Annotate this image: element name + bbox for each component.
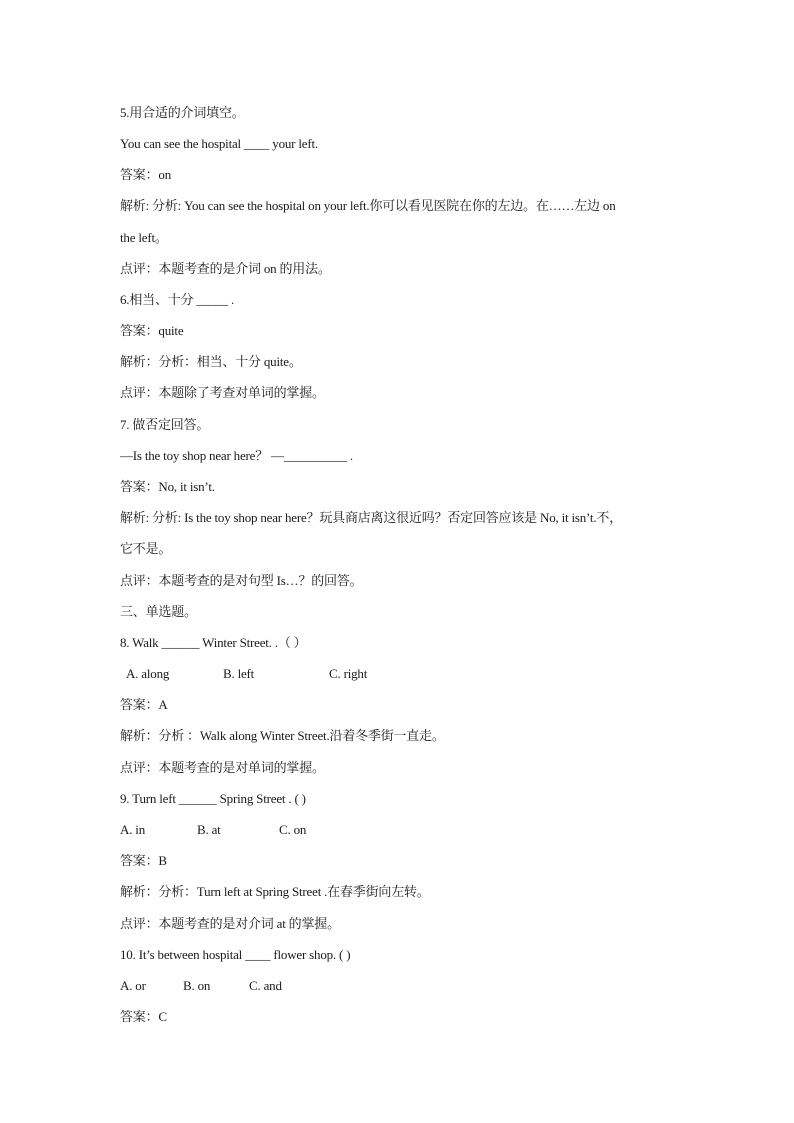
question-9-options (120, 819, 680, 841)
question-8-options (126, 663, 686, 685)
question-6-prompt: 6.相当、十分 _____ . (120, 292, 235, 307)
question-9-analysis: 解析：分析：Turn left at Spring Street .在春季街向左转。 (120, 884, 430, 899)
question-8-analysis: 解析：分析 ：Walk along Winter Street.沿着冬季街一直走。 (120, 728, 445, 743)
question-6-comment: 点评：本题除了考查对单词的掌握。 (120, 385, 325, 400)
option-b: B. at (197, 822, 221, 837)
question-10-prompt: 10. It’s between hospital ____ flower shop. ( ) (120, 947, 351, 962)
question-5-answer: 答案：on (120, 167, 172, 182)
option-c: C. and (249, 978, 282, 993)
option-a: A. or (120, 978, 146, 993)
question-5-analysis: 解析: 分析: You can see the hospital on your left.你可以看见医院在你的左边。在……左边 on (120, 198, 616, 213)
option-a: A. in (120, 822, 146, 837)
question-8-answer: 答案：A (120, 697, 168, 712)
question-7-analysis: 解析: 分析: Is the toy shop near here？玩具商店离这很近吗？否定回答应该是 No, it isn’t.不， (120, 510, 622, 525)
question-8-comment: 点评：本题考查的是对单词的掌握。 (120, 760, 325, 775)
question-7-prompt: 7. 做否定回答。 (120, 417, 210, 432)
question-7-analysis-cont: 它不是。 (120, 541, 172, 556)
question-6-analysis: 解析：分析：相当、十分 quite。 (120, 354, 302, 369)
question-10-options (120, 975, 680, 997)
question-6-answer: 答案：quite (120, 323, 184, 338)
option-c: C. right (329, 666, 368, 681)
option-a: A. along (126, 666, 170, 681)
option-b: B. on (183, 978, 211, 993)
question-5-sentence: You can see the hospital ____ your left. (120, 136, 318, 151)
question-7-answer: 答案：No, it isn’t. (120, 479, 215, 494)
question-5-analysis-cont: the left。 (120, 230, 168, 245)
question-7-comment: 点评：本题考查的是对句型 Is…？的回答。 (120, 573, 363, 588)
option-b: B. left (223, 666, 255, 681)
question-10-answer: 答案：C (120, 1009, 167, 1024)
question-7-sentence: —Is the toy shop near here？ —__________ . (120, 448, 353, 463)
question-5-prompt: 5.用合适的介词填空。 (120, 105, 245, 120)
section-title: 三、单选题。 (120, 604, 197, 619)
question-9-answer: 答案：B (120, 853, 167, 868)
question-8-prompt: 8. Walk ______ Winter Street. .（ ） (120, 635, 307, 650)
question-9-comment: 点评：本题考查的是对介词 at 的掌握。 (120, 916, 340, 931)
question-9-prompt: 9. Turn left ______ Spring Street . ( ) (120, 791, 306, 806)
question-5-comment: 点评：本题考查的是介词 on 的用法。 (120, 261, 331, 276)
option-c: C. on (279, 822, 307, 837)
